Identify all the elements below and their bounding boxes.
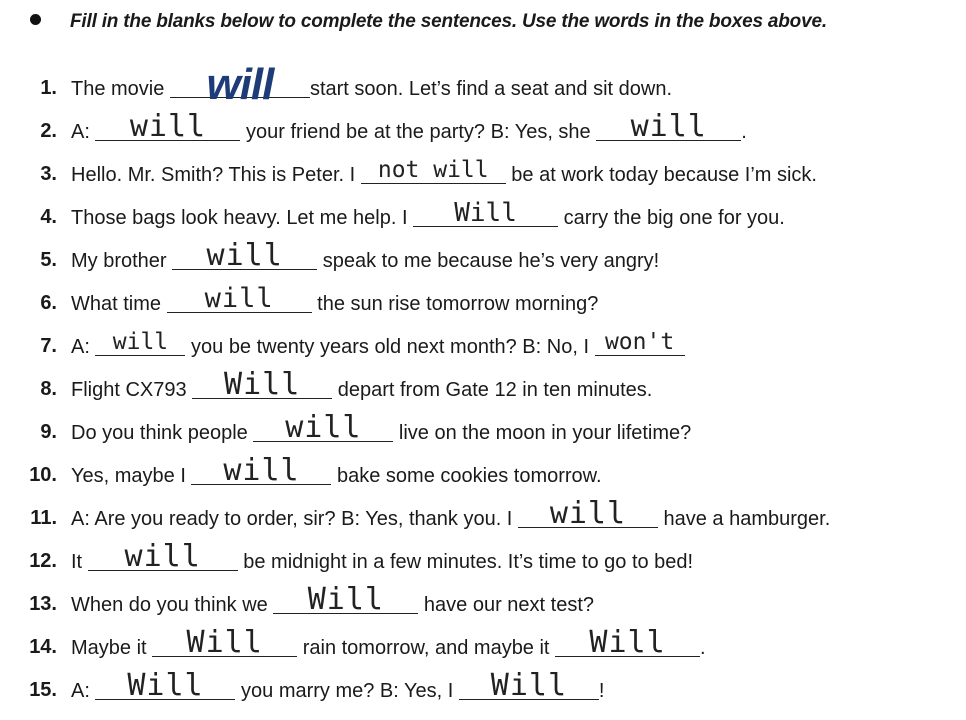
answer-text: won't: [604, 329, 675, 355]
sentence-body: [71, 198, 785, 230]
answer-blank[interactable]: [191, 453, 331, 488]
sentence-text: !: [598, 680, 605, 702]
sentence-row-11: [0, 495, 966, 535]
answer-blank[interactable]: [152, 625, 297, 660]
sentence-text: be midnight in a few minutes. It’s time to go to bed!: [237, 551, 694, 573]
sentence-body: [71, 625, 706, 660]
answer-text: will: [124, 539, 201, 574]
answer-text: will: [129, 109, 207, 144]
sentence-text: A: Are you ready to order, sir? B: Yes, thank you. I: [71, 508, 518, 530]
sentence-text: you be twenty years old next month? B: No, I: [185, 336, 595, 358]
item-number: 8.: [40, 378, 57, 400]
item-number: 7.: [40, 335, 57, 357]
sentence-text: Those bags look heavy. Let me help. I: [71, 207, 414, 229]
answer-text: will: [549, 496, 627, 531]
item-number: 13.: [29, 593, 57, 615]
answer-blank[interactable]: [253, 410, 393, 445]
answer-text: Will: [224, 367, 301, 402]
answer-text: will: [206, 60, 274, 109]
sentence-text: speak to me because he’s very angry!: [317, 250, 660, 272]
sentence-text: have a hamburger.: [657, 508, 831, 530]
sentence-text: .: [700, 637, 706, 659]
sentence-row-5: [0, 237, 966, 277]
sentence-body: [71, 367, 653, 402]
sentence-text: Do you think people: [71, 422, 254, 444]
item-number: 15.: [29, 679, 57, 701]
bullet-icon: [30, 14, 41, 25]
item-number: 12.: [29, 550, 57, 572]
sentence-text: carry the big one for you.: [558, 207, 785, 229]
answer-blank[interactable]: [167, 283, 312, 314]
sentence-body: [71, 453, 602, 488]
sentence-text: bake some cookies tomorrow.: [331, 465, 602, 487]
sentence-text: The movie: [71, 78, 170, 100]
sentence-body: [71, 539, 694, 574]
sentence-body: [71, 283, 599, 316]
sentence-text: your friend be at the party? B: Yes, she: [240, 121, 597, 143]
item-number: 10.: [29, 464, 57, 486]
sentence-text: rain tomorrow, and maybe it: [297, 637, 556, 659]
item-number: 6.: [40, 292, 57, 314]
answer-blank[interactable]: [596, 109, 741, 144]
answer-text: will: [206, 238, 283, 273]
sentence-body: [71, 238, 660, 273]
sentence-text: you marry me? B: Yes, I: [235, 680, 459, 702]
answer-blank[interactable]: [95, 668, 235, 703]
item-number: 3.: [40, 163, 57, 185]
answer-text: Will: [589, 625, 666, 660]
sentence-row-4: [0, 194, 966, 234]
answer-blank[interactable]: [518, 496, 658, 531]
answer-text: Will: [186, 625, 263, 660]
sentence-body: [71, 329, 685, 359]
answer-blank[interactable]: [413, 198, 558, 228]
answer-text: not will: [377, 157, 489, 183]
item-number: 2.: [40, 120, 57, 142]
sentence-text: A:: [71, 336, 96, 358]
item-number: 1.: [40, 77, 57, 99]
item-number: 11.: [30, 507, 57, 529]
answer-blank[interactable]: [95, 329, 185, 356]
answer-text: will: [112, 329, 169, 355]
item-number: 9.: [40, 421, 57, 443]
sentence-body: [71, 496, 831, 531]
sentence-text: be at work today because I’m sick.: [505, 164, 817, 186]
answer-blank[interactable]: [95, 109, 240, 144]
answer-blank[interactable]: [555, 625, 700, 660]
answer-text: will: [223, 453, 300, 488]
answer-text: Will: [127, 668, 204, 703]
answer-blank[interactable]: [459, 668, 599, 703]
item-number: 14.: [29, 636, 57, 658]
item-number: 4.: [40, 206, 57, 228]
sentence-body: [71, 410, 692, 445]
sentence-row-3: [0, 151, 966, 191]
sentence-row-7: [0, 323, 966, 363]
answer-text: Will: [454, 198, 517, 228]
answer-blank[interactable]: [170, 60, 310, 109]
sentence-text: Flight CX793: [71, 379, 193, 401]
sentence-text: start soon. Let’s find a seat and sit down.: [309, 78, 673, 100]
answer-blank[interactable]: [192, 367, 332, 402]
sentence-row-1: [0, 60, 966, 109]
sentence-text: have our next test?: [418, 594, 595, 616]
sentence-row-8: [0, 366, 966, 406]
sentence-text: the sun rise tomorrow morning?: [311, 293, 599, 315]
item-number: 5.: [40, 249, 57, 271]
sentence-text: Yes, maybe I: [71, 465, 192, 487]
instruction-text: Fill in the blanks below to complete the sentences. Use the words in the boxes above.: [70, 11, 827, 32]
sentence-row-14: [0, 624, 966, 664]
sentence-text: It: [71, 551, 88, 573]
sentence-row-15: [0, 667, 966, 707]
sentence-text: What time: [71, 293, 167, 315]
answer-blank[interactable]: [172, 238, 317, 273]
instruction-line: [30, 11, 827, 33]
sentence-row-9: [0, 409, 966, 449]
sentence-text: My brother: [71, 250, 173, 272]
sentence-text: .: [741, 121, 747, 143]
sentence-text: Hello. Mr. Smith? This is Peter. I: [71, 164, 361, 186]
sentence-text: live on the moon in your lifetime?: [393, 422, 692, 444]
sentence-text: A:: [71, 121, 96, 143]
sentence-text: When do you think we: [71, 594, 274, 616]
answer-blank[interactable]: [361, 157, 506, 184]
sentence-row-12: [0, 538, 966, 578]
answer-text: will: [630, 109, 707, 144]
sentence-body: [71, 582, 595, 617]
answer-text: will: [204, 283, 274, 314]
sentence-row-10: [0, 452, 966, 492]
sentence-text: Maybe it: [71, 637, 153, 659]
sentence-body: [71, 157, 817, 187]
sentence-body: [71, 109, 747, 144]
sentence-row-2: [0, 108, 966, 148]
sentence-body: [71, 60, 673, 109]
answer-text: Will: [307, 582, 384, 617]
answer-blank[interactable]: [273, 582, 418, 617]
sentence-body: [71, 668, 605, 703]
answer-text: Will: [490, 668, 568, 703]
sentence-row-13: [0, 581, 966, 621]
sentence-text: depart from Gate 12 in ten minutes.: [332, 379, 653, 401]
answer-blank[interactable]: [595, 329, 685, 356]
answer-blank[interactable]: [88, 539, 238, 574]
sentence-row-6: [0, 280, 966, 320]
sentence-text: A:: [71, 680, 96, 702]
answer-text: will: [285, 410, 362, 445]
